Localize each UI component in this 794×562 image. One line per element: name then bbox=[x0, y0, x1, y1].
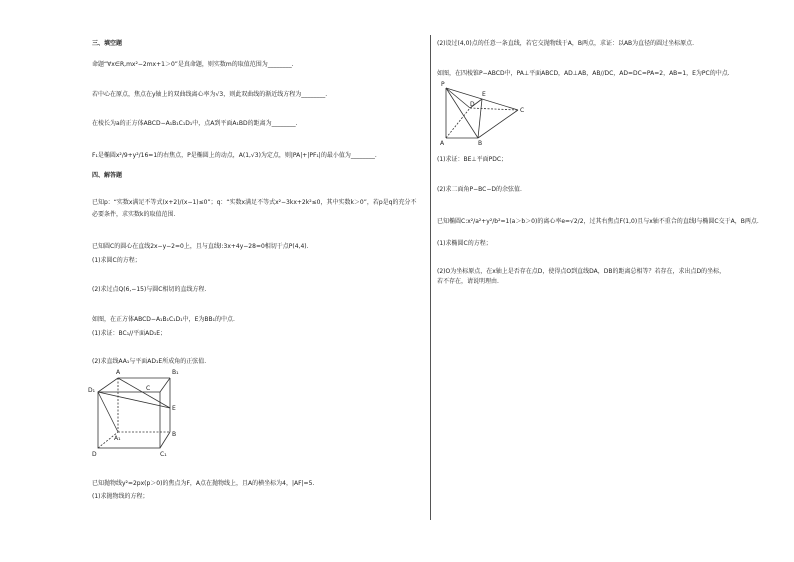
question-9-line-2: (1)求证：BE⊥平面PDC； bbox=[437, 156, 508, 163]
cube-label-E: E bbox=[172, 405, 176, 412]
cube-figure bbox=[88, 370, 188, 460]
cube-label-A: A bbox=[116, 369, 121, 376]
question-6-line-3: (2)求过点Q(6,−15)与圆C相切的直线方程. bbox=[92, 286, 207, 293]
question-6-line-2: (1)求圆C的方程； bbox=[92, 257, 141, 264]
question-9-line-1: 如图，在四棱锥P−ABCD中，PA⊥平面ABCD，AD⊥AB，AB//DC，AD=DC=PA=2，AB=1，E为PC的中点. bbox=[437, 70, 730, 77]
cube-label-A1: A₁ bbox=[114, 435, 121, 442]
question-5-line-2: 必要条件，求实数k的取值范围. bbox=[92, 211, 176, 218]
question-4: F₁是椭圆x²/9+y²/16=1的右焦点，P是椭圆上的动点，A(1,√3)为定点，则|PA|+|PF₁|的最小值为________. bbox=[92, 152, 377, 159]
pyramid-label-A: A bbox=[440, 140, 445, 147]
question-7-line-2: (1)求证：BC₁//平面AD₁E； bbox=[92, 330, 167, 337]
question-9-line-3: (2)求二面角P−BC−D的余弦值. bbox=[437, 186, 522, 193]
pyramid-label-D: D bbox=[470, 101, 475, 108]
cube-label-C: C bbox=[146, 385, 151, 392]
question-6-line-1: 已知圆C的圆心在直线2x−y−2=0上，且与直线l:3x+4y−28=0相切于点P(4,4). bbox=[92, 243, 309, 250]
question-5-line-1: 已知p：“实数x满足不等式(x+2)/(x−1)≤0”；q：“实数x满足不等式x²−3kx+2k²≤0，其中实数k＞0”，若p是q的充分不 bbox=[92, 199, 417, 206]
pyramid-label-P: P bbox=[441, 81, 445, 88]
cube-label-B1: B₁ bbox=[172, 369, 179, 376]
question-10-line-3: (2)O为坐标原点，在x轴上是否存在点D，使得点O到直线DA，DB的距离总相等？若存在，求出点D的坐标， bbox=[437, 268, 726, 275]
pyramid-label-C: C bbox=[520, 107, 525, 114]
question-7-line-1: 如图，在正方体ABCD−A₁B₁C₁D₁中，E为BB₁的中点. bbox=[92, 316, 235, 323]
cube-label-D: D bbox=[92, 451, 97, 458]
question-8-line-1: 已知抛物线y²=2px(p＞0)的焦点为F，A点在抛物线上，且A的横坐标为4，|AF|=5. bbox=[92, 480, 315, 487]
question-2: 若中心在原点，焦点在y轴上的双曲线离心率为√3，则此双曲线的渐近线方程为________. bbox=[92, 91, 328, 98]
question-10-line-2: (1)求椭圆C的方程； bbox=[437, 240, 492, 247]
question-10-line-4: 若不存在，请说明理由. bbox=[437, 278, 499, 285]
section-answer-heading: 四、解答题 bbox=[92, 172, 123, 179]
cube-label-B: B bbox=[172, 431, 177, 438]
question-1: 命题“∀x∈R,mx²−2mx+1＞0”是真命题，则实数m的取值范围为________. bbox=[92, 61, 294, 68]
section-fill-blank-heading: 三、填空题 bbox=[92, 40, 123, 47]
pyramid-label-E: E bbox=[482, 91, 486, 98]
cube-label-D1: D₁ bbox=[88, 387, 96, 394]
question-10-line-1: 已知椭圆C:x²/a²+y²/b²=1(a＞b＞0)的离心率e=√2/2，过其右焦点F(1,0)且与x轴不重合的直线l与椭圆C交于A，B两点. bbox=[437, 218, 759, 225]
question-8-line-2: (1)求抛物线的方程； bbox=[92, 493, 149, 500]
cube-label-C1: C₁ bbox=[160, 451, 167, 458]
pyramid-figure bbox=[436, 80, 536, 146]
question-7-line-3: (2)求直线AA₁与平面AD₁E所成角的正弦值. bbox=[92, 358, 207, 365]
pyramid-label-B: B bbox=[478, 140, 483, 147]
question-8-part-2: (2)设过(4,0)点的任意一条直线，若它交抛物线于A，B两点，求证：以AB为直径的圆过坐标原点. bbox=[437, 40, 695, 47]
column-divider bbox=[430, 35, 431, 520]
question-3: 在棱长为a的正方体ABCD−A₁B₁C₁D₁中，点A到平面A₁BD的距离为________. bbox=[92, 120, 298, 127]
